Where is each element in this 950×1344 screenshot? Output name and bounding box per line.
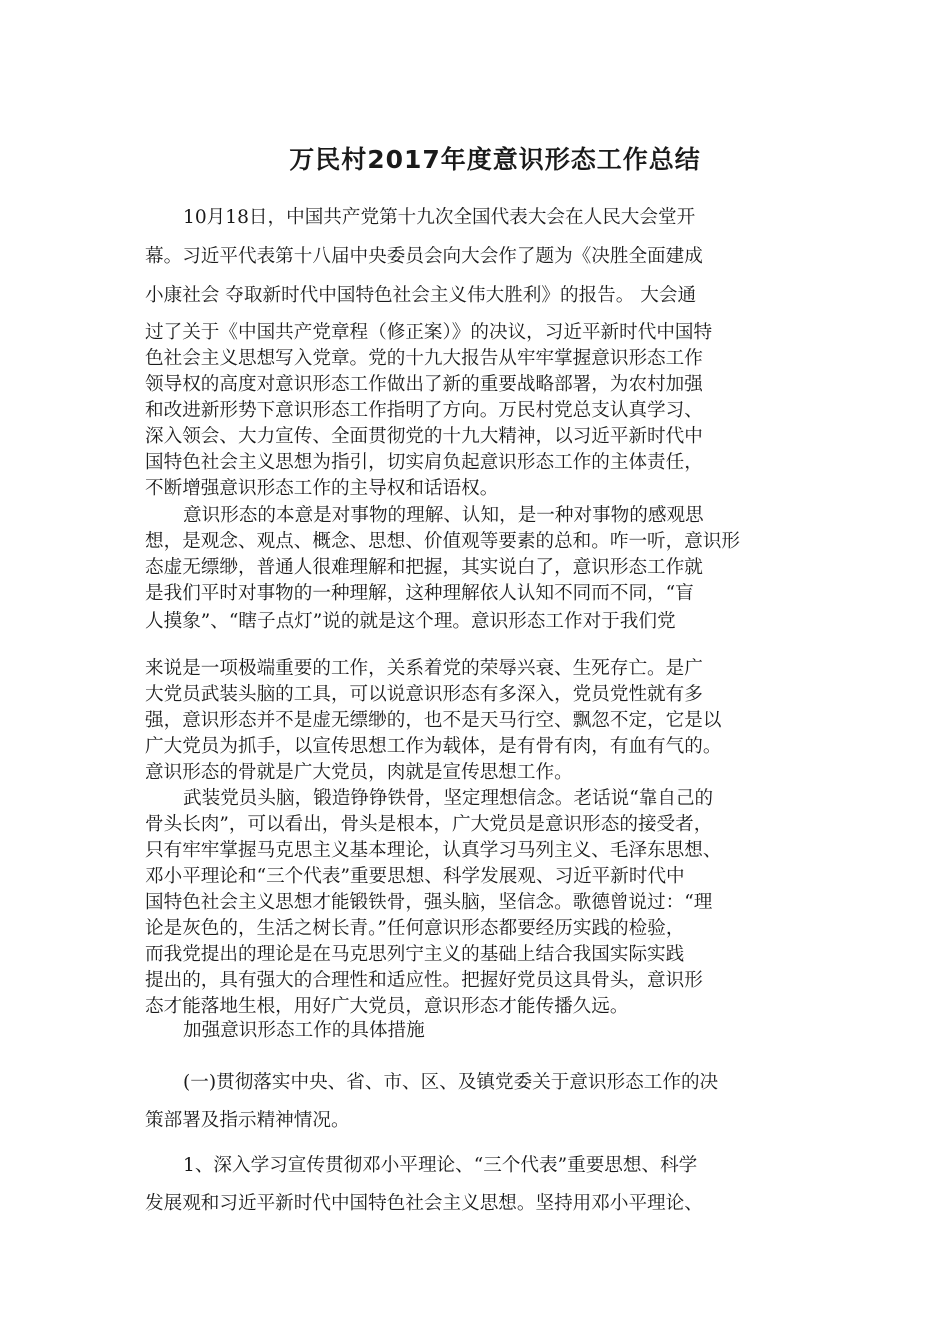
text-line: 幕。习近平代表第十八届中央委员会向大会作了题为《决胜全面建成 xyxy=(145,246,703,267)
text-line: 武装党员头脑，锻造铮铮铁骨，坚定理想信念。老话说“靠自己的 xyxy=(183,788,714,809)
text-line: 领导权的高度对意识形态工作做出了新的重要战略部署，为农村加强 xyxy=(145,374,703,395)
text-line: 策部署及指示精神情况。 xyxy=(145,1110,350,1131)
text-line: 过了关于《中国共产党章程（修正案）》的决议，习近平新时代中国特 xyxy=(145,322,713,343)
text-line: 国特色社会主义思想为指引，切实肩负起意识形态工作的主体责任， xyxy=(145,452,703,473)
text-line: 想，是观念、观点、概念、思想、价值观等要素的总和。咋一听，意识形 xyxy=(145,531,741,552)
text-line: 而我党提出的理论是在马克思列宁主义的基础上结合我国实际实践 xyxy=(145,944,685,965)
text-line: 加强意识形态工作的具体措施 xyxy=(183,1020,425,1041)
text-line: 色社会主义思想写入党章。党的十九大报告从牢牢掌握意识形态工作 xyxy=(145,348,703,369)
paragraph-4 xyxy=(145,1064,815,1140)
text-line: 只有牢牢掌握马克思主义基本理论，认真学习马列主义、毛泽东思想、 xyxy=(145,840,722,861)
text-line: (一)贯彻落实中央、省、市、区、及镇党委关于意识形态工作的决 xyxy=(183,1072,719,1093)
text-line: 态虚无缥缈，普通人很难理解和把握，其实说白了，意识形态工作就 xyxy=(145,557,703,578)
text-line: 提出的，具有强大的合理性和适应性。把握好党员这具骨头，意识形 xyxy=(145,970,703,991)
text-line: 意识形态的本意是对事物的理解、认知，是一种对事物的感观思 xyxy=(183,505,704,526)
text-line: 国特色社会主义思想才能锻铁骨，强头脑，坚信念。歌德曾说过：“理 xyxy=(145,892,713,913)
text-line: 意识形态的骨就是广大党员，肉就是宣传思想工作。 xyxy=(145,762,573,783)
text-line: 来说是一项极端重要的工作，关系着党的荣辱兴衰、生死存亡。是广 xyxy=(145,658,703,679)
text-line: 大党员武装头脑的工具，可以说意识形态有多深入，党员党性就有多 xyxy=(145,684,703,705)
text-line: 10月18日，中国共产党第十九次全国代表大会在人民大会堂开 xyxy=(183,207,696,228)
paragraph-2 xyxy=(145,503,815,607)
text-line: 和改进新形势下意识形态工作指明了方向。万民村党总支认真学习、 xyxy=(145,400,703,421)
paragraph-1-continued xyxy=(145,320,815,502)
text-line: 发展观和习近平新时代中国特色社会主义思想。坚持用邓小平理论、 xyxy=(145,1193,703,1214)
text-line: 论是灰色的，生活之树长青。”任何意识形态都要经历实践的检验， xyxy=(145,918,685,939)
paragraph-2-continued xyxy=(145,656,815,786)
text-line: 小康社会 夺取新时代中国特色社会主义伟大胜利》的报告。 大会通 xyxy=(145,285,697,306)
paragraph-1 xyxy=(145,198,815,315)
paragraph-5 xyxy=(145,1147,815,1223)
text-line: 人摸象”、“瞎子点灯”说的就是这个理。意识形态工作对于我们党 xyxy=(145,611,676,632)
section-heading xyxy=(145,1018,815,1044)
paragraph-3 xyxy=(145,786,815,1020)
text-line: 骨头长肉”，可以看出，骨头是根本，广大党员是意识形态的接受者， xyxy=(145,814,713,835)
text-line: 态才能落地生根，用好广大党员，意识形态才能传播久远。 xyxy=(145,996,629,1017)
text-line: 邓小平理论和“三个代表”重要思想、科学发展观、习近平新时代中 xyxy=(145,866,685,887)
text-line: 广大党员为抓手，以宣传思想工作为载体，是有骨有肉，有血有气的。 xyxy=(145,736,722,757)
text-line: 1、深入学习宣传贯彻邓小平理论、“三个代表”重要思想、科学 xyxy=(183,1155,698,1176)
text-line: 深入领会、大力宣传、全面贯彻党的十九大精神，以习近平新时代中 xyxy=(145,426,703,447)
paragraph-2-continued xyxy=(145,601,815,643)
text-line: 强，意识形态并不是虚无缥缈的，也不是天马行空、飘忽不定，它是以 xyxy=(145,710,722,731)
text-line: 是我们平时对事物的一种理解，这种理解依人认知不同而不同，“盲 xyxy=(145,583,694,604)
document-title: 万民村2017年度意识形态工作总结 xyxy=(289,145,701,174)
text-line: 不断增强意识形态工作的主导权和话语权。 xyxy=(145,478,499,499)
